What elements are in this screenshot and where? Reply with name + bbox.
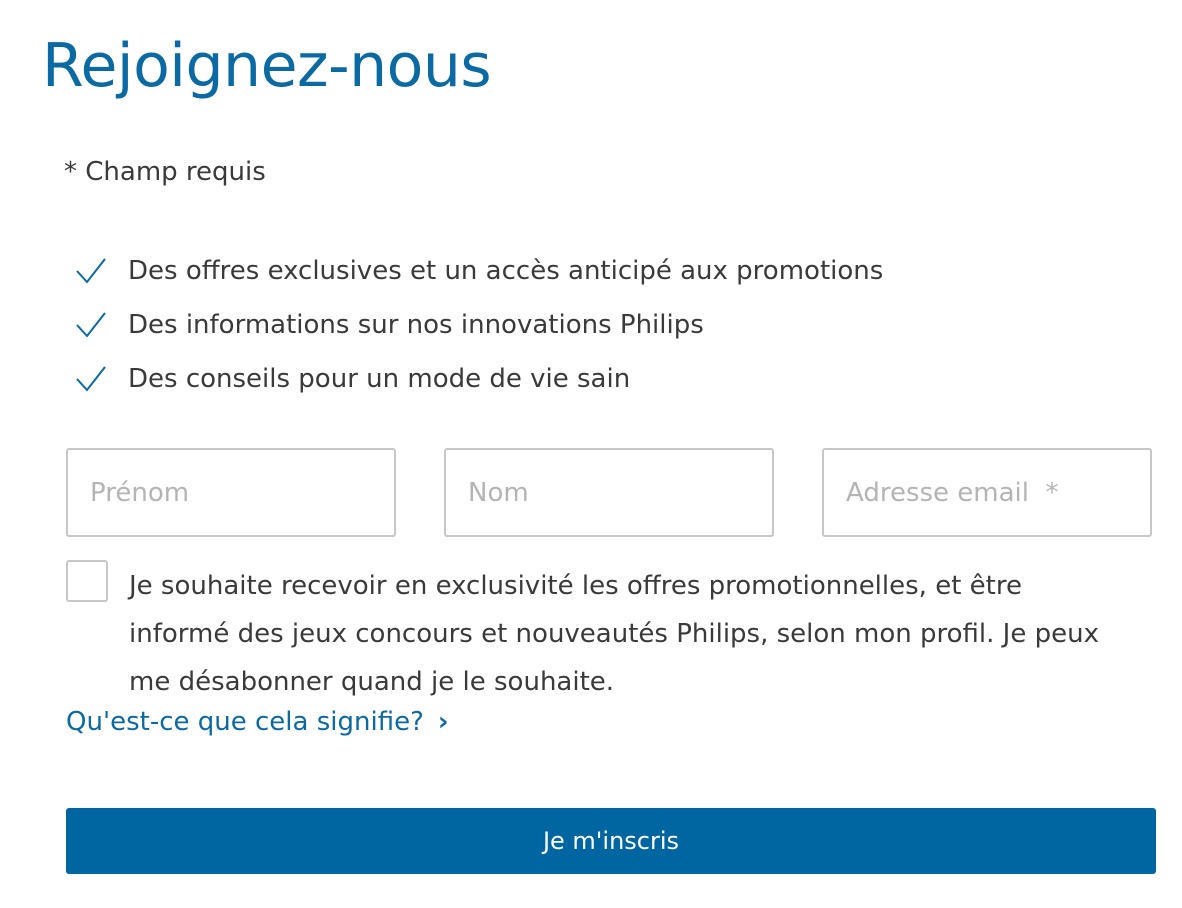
consent-label: Je souhaite recevoir en exclusivité les offres promotionnelles, et être informé des jeux concours et nouveautés Philips, selon mon profil. Je peux me désabonner quand je le souhaite.: [129, 571, 1099, 697]
firstname-field[interactable]: [66, 448, 396, 537]
what-does-this-mean-link[interactable]: [66, 702, 449, 742]
benefit-label: Des conseils pour un mode de vie sain: [128, 364, 631, 394]
benefit-item-healthy-living: [74, 352, 883, 406]
page-title: Rejoignez-nous: [42, 31, 492, 101]
info-link-label: Qu'est-ce que cela signifie?: [66, 707, 424, 737]
checkmark-icon: [74, 364, 108, 394]
checkmark-icon: [74, 256, 108, 286]
benefit-item-innovations: [74, 298, 883, 352]
email-field[interactable]: [822, 448, 1152, 537]
benefit-item-offers: [74, 244, 883, 298]
checkmark-icon: [74, 310, 108, 340]
lastname-field[interactable]: [444, 448, 774, 537]
benefit-label: Des offres exclusives et un accès anticipé aux promotions: [128, 256, 884, 286]
benefits-list: [74, 244, 883, 406]
consent-checkbox[interactable]: [66, 560, 108, 602]
benefit-label: Des informations sur nos innovations Philips: [128, 310, 704, 340]
required-field-note: * Champ requis: [64, 157, 266, 187]
signup-button[interactable]: Je m'inscris: [66, 808, 1156, 874]
chevron-right-icon: ›: [437, 707, 449, 737]
